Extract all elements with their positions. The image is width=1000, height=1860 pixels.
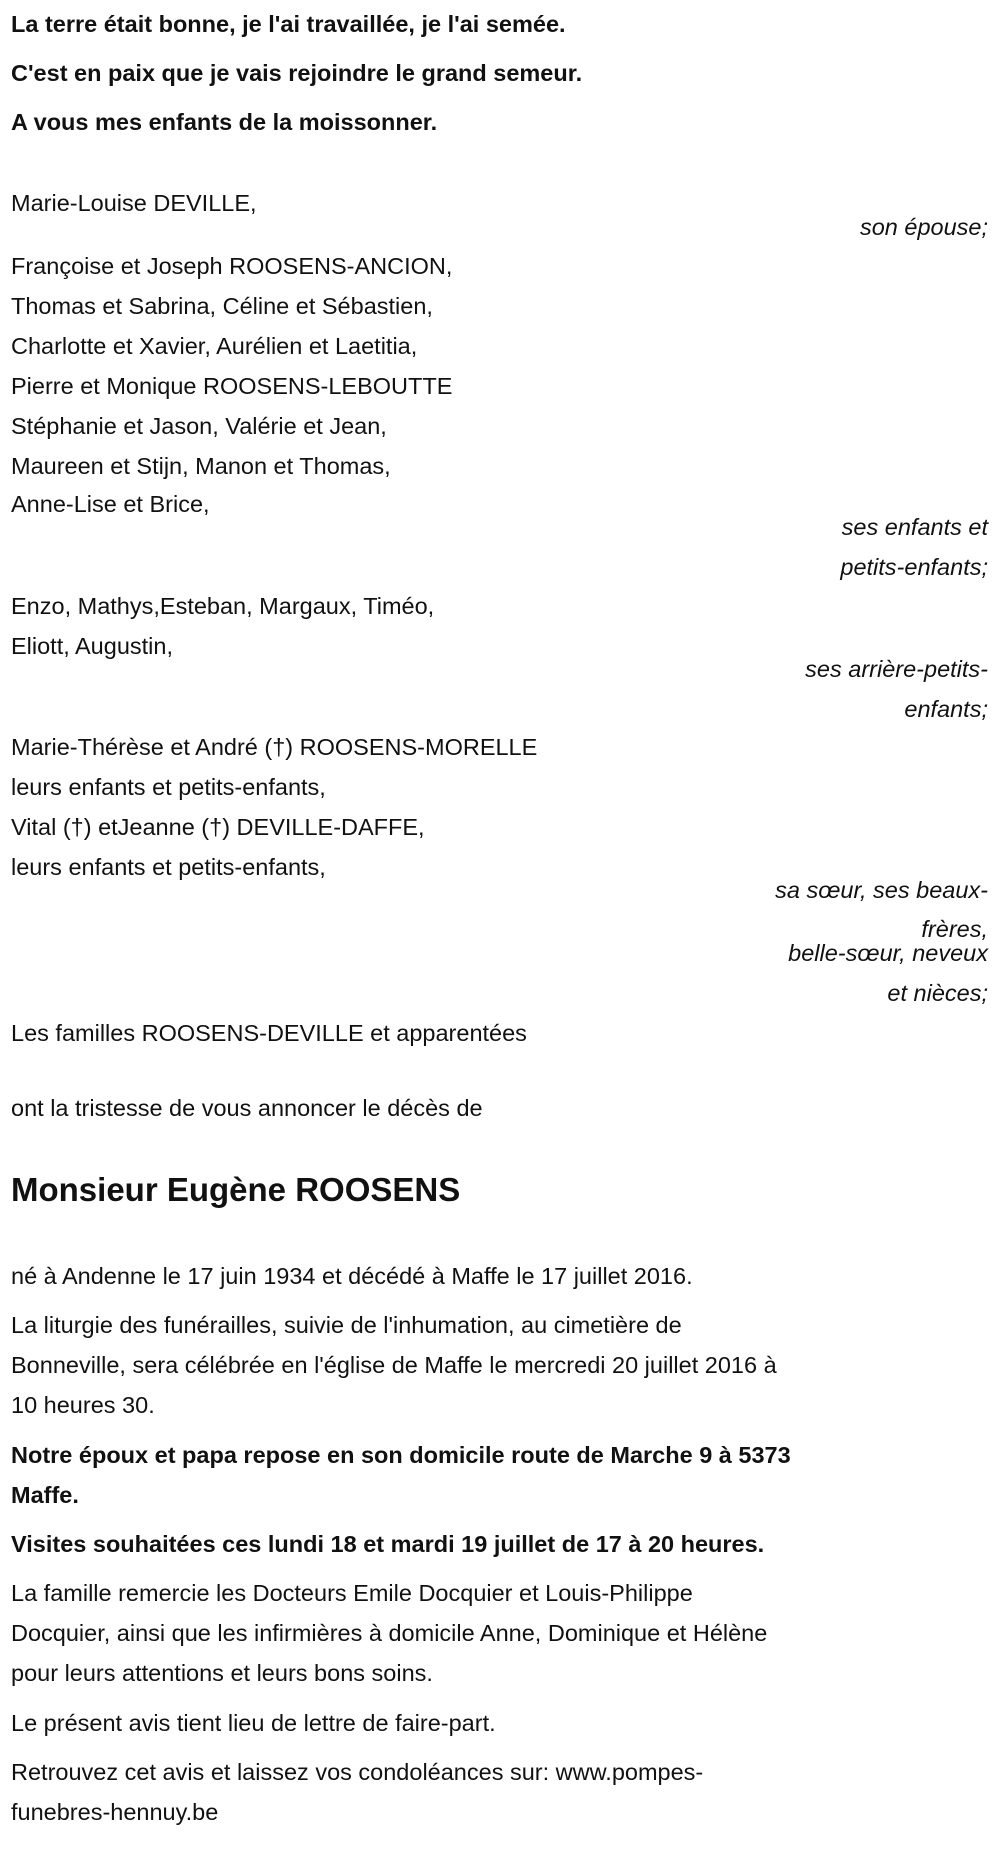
family-name-line: Marie-Louise DEVILLE,	[11, 190, 257, 216]
family-name-line: Enzo, Mathys,Esteban, Margaux, Timéo,	[11, 593, 435, 619]
liturgy-line: 10 heures 30.	[11, 1392, 155, 1418]
notice: Le présent avis tient lieu de lettre de faire-part.	[11, 1710, 496, 1736]
epigraph-line: La terre était bonne, je l'ai travaillée, je l'ai semée.	[11, 11, 566, 37]
family-name-line: Pierre et Monique ROOSENS-LEBOUTTE	[11, 373, 453, 399]
family-role: son épouse;	[859, 214, 988, 240]
liturgy-line: La liturgie des funérailles, suivie de l'inhumation, au cimetière de	[11, 1312, 682, 1338]
thanks-line: pour leurs attentions et leurs bons soins.	[11, 1660, 433, 1686]
announcement: ont la tristesse de vous annoncer le décès de	[11, 1095, 483, 1121]
family-name-line: Anne-Lise et Brice,	[11, 491, 210, 517]
family-role: belle-sœur, neveux	[788, 940, 988, 966]
family-name-line: Eliott, Augustin,	[11, 633, 173, 659]
liturgy-line: Bonneville, sera célébrée en l'église de Maffe le mercredi 20 juillet 2016 à	[11, 1352, 777, 1378]
family-name-line: Stéphanie et Jason, Valérie et Jean,	[11, 413, 387, 439]
visits: Visites souhaitées ces lundi 18 et mardi 19 juillet de 17 à 20 heures.	[11, 1531, 765, 1557]
family-role: ses enfants et	[841, 514, 988, 540]
family-name-line: Vital (†) etJeanne (†) DEVILLE-DAFFE,	[11, 814, 425, 840]
epigraph-line: A vous mes enfants de la moissonner.	[11, 109, 438, 135]
family-role: sa sœur, ses beaux-	[775, 877, 988, 903]
family-name-line: Françoise et Joseph ROOSENS-ANCION,	[11, 253, 453, 279]
family-name-line: Charlotte et Xavier, Aurélien et Laetitia,	[11, 333, 418, 359]
family-name-line: Thomas et Sabrina, Céline et Sébastien,	[11, 293, 433, 319]
family-role: enfants;	[904, 696, 988, 722]
epigraph-line: C'est en paix que je vais rejoindre le grand semeur.	[11, 60, 583, 86]
families-line: Les familles ROOSENS-DEVILLE et apparentées	[11, 1020, 527, 1046]
family-role: frères,	[921, 916, 988, 942]
family-name-line: Maureen et Stijn, Manon et Thomas,	[11, 453, 391, 479]
condolences-line: funebres-hennuy.be	[11, 1799, 219, 1825]
family-name-line: leurs enfants et petits-enfants,	[11, 854, 326, 880]
thanks-line: Docquier, ainsi que les infirmières à domicile Anne, Dominique et Hélène	[11, 1620, 768, 1646]
family-role: ses arrière-petits-	[805, 656, 988, 682]
deceased-name: Monsieur Eugène ROOSENS	[11, 1171, 461, 1208]
birth-death: né à Andenne le 17 juin 1934 et décédé à Maffe le 17 juillet 2016.	[11, 1263, 693, 1289]
family-role: petits-enfants;	[840, 554, 988, 580]
repose-line: Notre époux et papa repose en son domicile route de Marche 9 à 5373	[11, 1442, 791, 1468]
repose-line: Maffe.	[11, 1482, 79, 1508]
family-role: et nièces;	[887, 980, 988, 1006]
family-name-line: Marie-Thérèse et André (†) ROOSENS-MORELLE	[11, 734, 538, 760]
family-name-line: leurs enfants et petits-enfants,	[11, 774, 326, 800]
thanks-line: La famille remercie les Docteurs Emile Docquier et Louis-Philippe	[11, 1580, 693, 1606]
condolences-line: Retrouvez cet avis et laissez vos condoléances sur: www.pompes-	[11, 1759, 704, 1785]
